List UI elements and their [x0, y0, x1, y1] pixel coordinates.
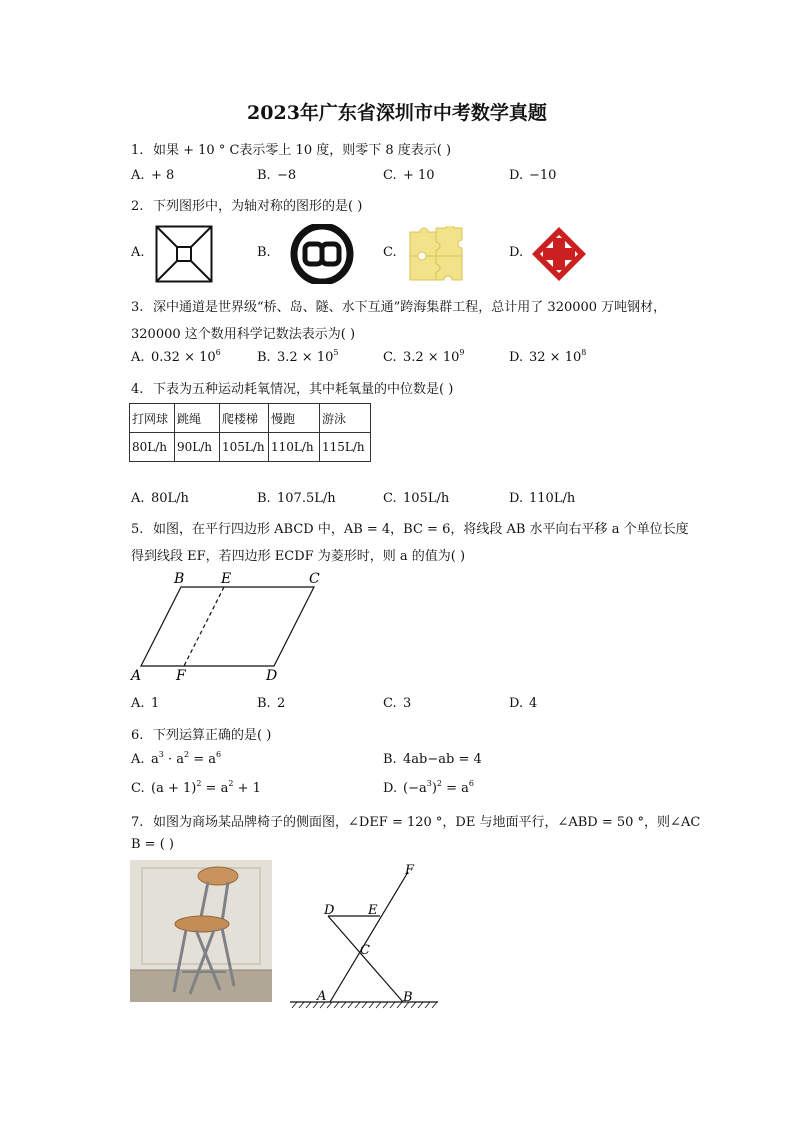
diagram-label-f: F [405, 863, 415, 878]
page-title: 2023年广东省深圳市中考数学真题 [247, 102, 547, 124]
question-number: 2. [131, 199, 144, 214]
vertex-label-f: F [176, 668, 186, 684]
q3-option-d: D. $32 \times 10^8$ [509, 348, 587, 365]
question-3-stem-line2: 320000 这个数用科学记数法表示为( ) [131, 327, 356, 342]
q2-option-a-label: A. [131, 245, 145, 260]
diagram-label-e: E [368, 903, 378, 918]
question-text: 如果 + 10 ° C表示零上 10 度，则零下 8 度表示( ) [153, 143, 452, 158]
folding-chair-photo [130, 860, 272, 1002]
vertex-label-e: E [221, 571, 232, 587]
q2-option-c-label: C. [383, 245, 397, 260]
table-header-cell: 爬楼梯 [220, 404, 269, 433]
question-1-stem [131, 139, 451, 158]
puzzle-pieces-figure [406, 226, 466, 282]
question-text: 如图为商场某品牌椅子的侧面图，∠DEF = 120 °，DE 与地面平行，∠ABD = 50 °，则∠AC [153, 815, 701, 830]
q1-option-d: D. −10 [509, 168, 557, 183]
vertex-label-d: D [266, 668, 278, 684]
q3-option-b: B. $3.2 \times 10^5$ [257, 348, 339, 365]
question-7-stem-line2: B = ( ) [131, 837, 174, 852]
diagram-label-d: D [324, 903, 335, 918]
question-number: 7. [131, 815, 144, 830]
question-number: 1. [131, 143, 144, 158]
table-cell: 80L/h [130, 433, 175, 462]
table-header-cell: 打网球 [130, 404, 175, 433]
oxygen-consumption-table [129, 403, 371, 462]
question-text: 下表为五种运动耗氧情况，其中耗氧量的中位数是( ) [153, 382, 454, 397]
table-cell: 115L/h [320, 433, 371, 462]
diagram-label-a: A [317, 989, 327, 1004]
q1-option-c: C. + 10 [383, 168, 435, 183]
table-row [130, 404, 371, 433]
diagram-label-c: C [360, 943, 370, 958]
question-text: 下列图形中，为轴对称的图形的是( ) [153, 199, 363, 214]
q6-option-d: D. $(-a^3)^2 = a^6$ [383, 779, 474, 796]
question-number: 3. [131, 300, 144, 315]
parallelogram-figure [128, 570, 328, 684]
chair-side-diagram [288, 860, 446, 1012]
question-number: 5. [131, 522, 144, 537]
q4-option-c: C. 105L/h [383, 491, 450, 506]
q5-option-c: C. 3 [383, 696, 412, 711]
table-cell: 90L/h [175, 433, 220, 462]
q1-option-a: A. + 8 [131, 168, 175, 183]
question-4-stem [131, 378, 453, 397]
question-6-stem [131, 724, 271, 743]
pinwheel-square-figure [155, 225, 213, 283]
q3-option-c: C. $3.2 \times 10^9$ [383, 348, 465, 365]
red-cross-logo-figure [531, 226, 587, 282]
coin-logo-figure [280, 224, 364, 284]
question-2-stem [131, 195, 362, 214]
question-3-stem [131, 296, 666, 315]
question-text: 如图，在平行四边形 ABCD 中，AB = 4，BC = 6，将线段 AB 水平向右平移 a 个单位长度 [153, 522, 689, 537]
question-5-stem [131, 518, 689, 537]
table-header-cell: 游泳 [320, 404, 371, 433]
question-text: 深中通道是世界级“桥、岛、隧、水下互通”跨海集群工程，总计用了 320000 万吨钢材， [153, 300, 667, 315]
question-7-stem [131, 811, 700, 830]
q5-option-b: B. 2 [257, 696, 286, 711]
q5-option-a: A. 1 [131, 696, 160, 711]
vertex-label-a: A [131, 668, 142, 684]
q5-option-d: D. 4 [509, 696, 538, 711]
table-cell: 105L/h [220, 433, 269, 462]
q4-option-a: A. 80L/h [131, 491, 189, 506]
question-5-stem-line2: 得到线段 EF，若四边形 ECDF 为菱形时，则 a 的值为( ) [131, 549, 466, 564]
question-text: 下列运算正确的是( ) [153, 728, 272, 743]
table-row [130, 433, 371, 462]
table-cell: 110L/h [269, 433, 320, 462]
diagram-label-b: B [403, 990, 413, 1005]
q2-option-d-label: D. [509, 245, 524, 260]
question-number: 4. [131, 382, 144, 397]
q1-option-b: B. −8 [257, 168, 297, 183]
q4-option-d: D. 110L/h [509, 491, 576, 506]
q2-option-b-label: B. [257, 245, 271, 260]
q4-option-b: B. 107.5L/h [257, 491, 336, 506]
q6-option-c: C. $(a + 1)^2 = a^2 + 1$ [131, 779, 261, 796]
q6-option-b: B. 4ab−ab = 4 [383, 752, 482, 767]
table-header-cell: 慢跑 [269, 404, 320, 433]
q3-option-a: A. $0.32 \times 10^6$ [131, 348, 221, 365]
q6-option-a: A. $a^3 \cdot a^2 = a^6$ [131, 750, 222, 767]
vertex-label-c: C [309, 571, 320, 587]
vertex-label-b: B [174, 571, 185, 587]
table-header-cell: 跳绳 [175, 404, 220, 433]
question-number: 6. [131, 728, 144, 743]
